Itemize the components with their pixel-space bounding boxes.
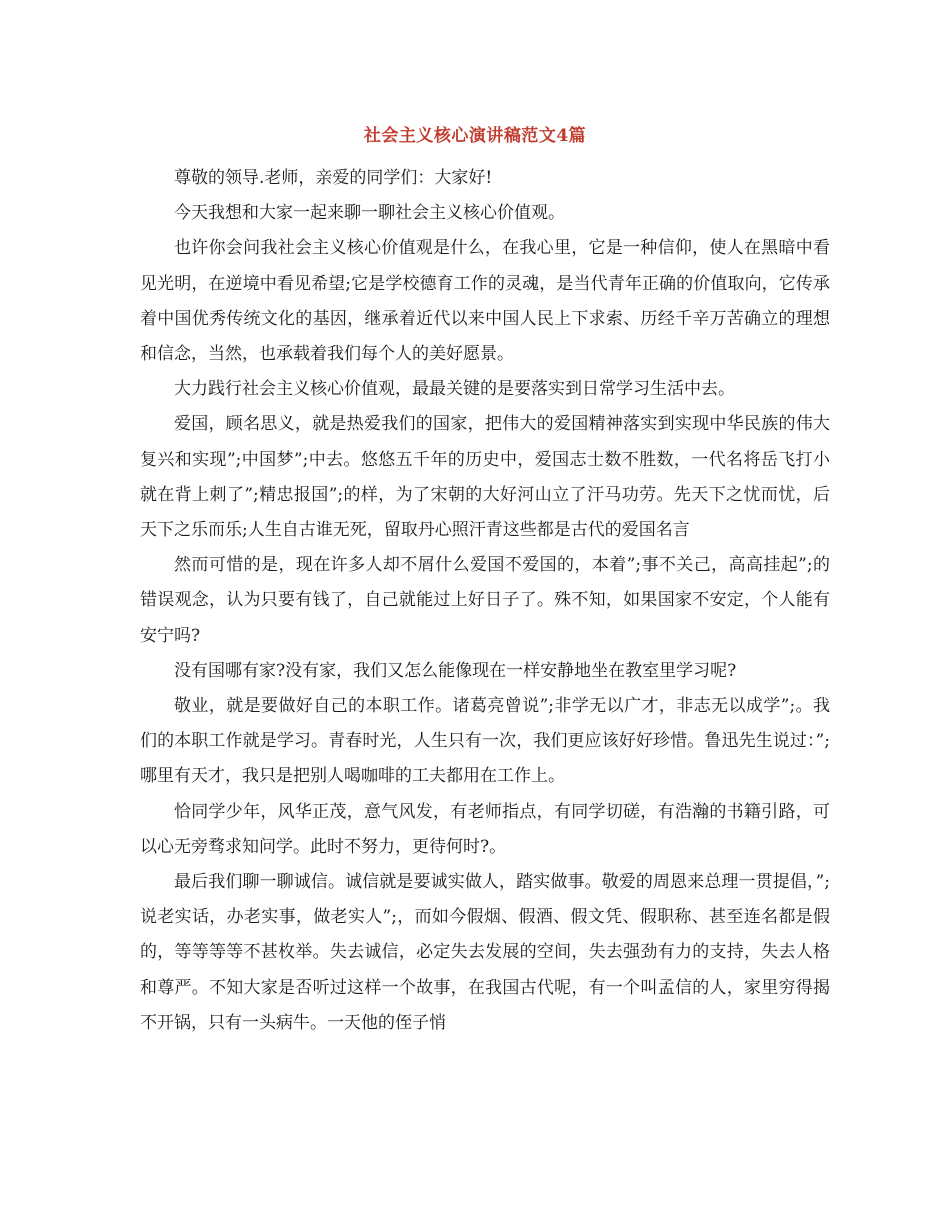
paragraph: 尊敬的领导.老师，亲爱的同学们：大家好! [174, 168, 493, 188]
paragraph: 今天我想和大家一起来聊一聊社会主义核心价值观。 [174, 203, 565, 224]
paragraph: 然而可惜的是，现在许多人却不屑什么爱国不爱国的，本着”;事不关己，高高挂起”;的错误观念，认为只要有钱了，自己就能过上好日子了。殊不知，如果国家不安定，个人能有安宁吗? [140, 555, 830, 646]
paragraph: 敬业，就是要做好自己的本职工作。诸葛亮曾说”;非学无以广才，非志无以成学”;。我们的本职工作就是学习。青春时光，人生只有一次，我们更应该好好珍惜。鲁迅先生说过：”;哪里有天才，我只是把别人喝咖啡的工夫都用在工作上。 [140, 696, 830, 787]
paragraph: 大力践行社会主义核心价值观，最最关键的是要落实到日常学习生活中去。 [174, 379, 735, 400]
paragraph: 也许你会问我社会主义核心价值观是什么，在我心里，它是一种信仰，使人在黑暗中看见光明，在逆境中看见希望;它是学校德育工作的灵魂，是当代青年正确的价值取向，它传承着中国优秀传统文化的基因，继承着近代以来中国人民上下求索、历经千辛万苦确立的理想和信念，当然，也承载着我们每个人的美好愿景。 [140, 238, 830, 365]
document-body [140, 161, 830, 1041]
paragraph: 最后我们聊一聊诚信。诚信就是要诚实做人，踏实做事。敬爱的周恩来总理一贯提倡，”;说老实话，办老实事，做老实人”;，而如今假烟、假酒、假文凭、假职称、甚至连名都是假的，等等等等不甚枚举。失去诚信，必定失去发展的空间，失去强劲有力的支持，失去人格和尊严。不知大家是否听过这样一个故事，在我国古代呢，有一个叫孟信的人，家里穷得揭不开锅，只有一头病牛。一天他的侄子悄 [140, 872, 830, 1033]
paragraph: 爱国，顾名思义，就是热爱我们的国家，把伟大的爱国精神落实到实现中华民族的伟大复兴和实现”;中国梦”;中去。悠悠五千年的历史中，爱国志士数不胜数，一代名将岳飞打小就在背上刺了”;精忠报国”;的样，为了宋朝的大好河山立了汗马功劳。先天下之忧而忧，后天下之乐而乐;人生自古谁无死，留取丹心照汗青这些都是古代的爱国名言 [140, 414, 830, 541]
document-title: 社会主义核心演讲稿范文4篇 [363, 126, 587, 146]
paragraph: 没有国哪有家?没有家，我们又怎么能像现在一样安静地坐在教室里学习呢? [174, 660, 737, 681]
paragraph: 恰同学少年，风华正茂，意气风发，有老师指点，有同学切磋，有浩瀚的书籍引路，可以心无旁骛求知问学。此时不努力，更待何时?。 [140, 801, 830, 857]
